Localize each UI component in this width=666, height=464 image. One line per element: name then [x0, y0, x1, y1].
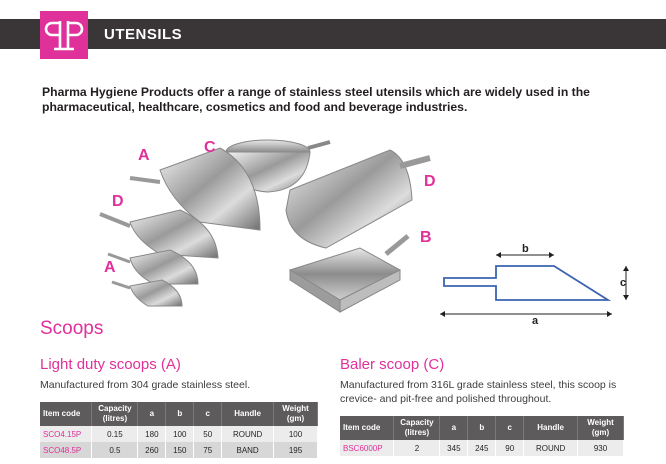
table-cell: 0.15 — [92, 426, 138, 442]
table-row — [40, 426, 318, 442]
column-header: c — [496, 416, 524, 440]
label-scoop-d-right: D — [424, 173, 436, 190]
column-header: a — [138, 402, 166, 426]
scoop-dimension-diagram — [436, 238, 636, 324]
table-cell: 2 — [394, 440, 440, 456]
table-cell: 0.5 — [92, 442, 138, 458]
light-duty-description: Manufactured from 304 grade stainless steel. — [40, 379, 251, 391]
scoops-heading: Scoops — [40, 318, 104, 339]
table-cell: 180 — [138, 426, 166, 442]
column-header: Weight (gm) — [274, 402, 318, 426]
item-code: SCO48.5P — [40, 442, 92, 458]
column-header: Capacity (litres) — [394, 416, 440, 440]
baler-description: Manufactured from 316L grade stainless steel, this scoop is crevice- and pit-free and polished throughout. — [340, 379, 617, 405]
table-cell: 150 — [166, 442, 194, 458]
baler-heading: Baler scoop (C) — [340, 356, 445, 373]
table-cell: ROUND — [524, 440, 578, 456]
column-header: a — [440, 416, 468, 440]
brand-logo — [40, 11, 88, 59]
dimension-label-a: a — [532, 315, 539, 324]
table-cell: 260 — [138, 442, 166, 458]
table-cell: 345 — [440, 440, 468, 456]
page-title: UTENSILS — [104, 26, 183, 43]
table-cell: ROUND — [222, 426, 274, 442]
baler-table — [340, 416, 624, 456]
intro-text: Pharma Hygiene Products offer a range of stainless steel utensils which are widely used in the pharmaceutical, healthcare, cosmetics and food and beverage industries. — [42, 85, 590, 114]
item-code: BSC6000P — [340, 440, 394, 456]
column-header: c — [194, 402, 222, 426]
column-header: Capacity (litres) — [92, 402, 138, 426]
item-code: SCO4.15P — [40, 426, 92, 442]
table-row — [340, 440, 624, 456]
dimension-label-b: b — [522, 243, 529, 255]
table-cell: 100 — [166, 426, 194, 442]
table-row — [40, 442, 318, 458]
table-cell: 100 — [274, 426, 318, 442]
table-cell: 75 — [194, 442, 222, 458]
label-bowl-c: C — [204, 139, 216, 156]
utensils-illustration — [90, 130, 450, 330]
column-header: Handle — [222, 402, 274, 426]
column-header: b — [468, 416, 496, 440]
light-duty-heading: Light duty scoops (A) — [40, 356, 181, 373]
column-header: b — [166, 402, 194, 426]
table-cell: 245 — [468, 440, 496, 456]
label-scoop-a-top: A — [138, 147, 150, 164]
label-scoop-a-bottom: A — [104, 259, 116, 276]
dimension-label-c: c — [620, 277, 627, 289]
column-header: Handle — [524, 416, 578, 440]
column-header: Item code — [40, 402, 92, 426]
table-cell: 50 — [194, 426, 222, 442]
header-bar — [0, 19, 666, 49]
label-tray-b: B — [420, 229, 432, 246]
light-duty-table — [40, 402, 318, 458]
table-cell: 195 — [274, 442, 318, 458]
table-cell: 90 — [496, 440, 524, 456]
label-scoop-d-left: D — [112, 193, 124, 210]
column-header: Weight (gm) — [578, 416, 624, 440]
table-cell: BAND — [222, 442, 274, 458]
table-cell: 930 — [578, 440, 624, 456]
column-header: Item code — [340, 416, 394, 440]
